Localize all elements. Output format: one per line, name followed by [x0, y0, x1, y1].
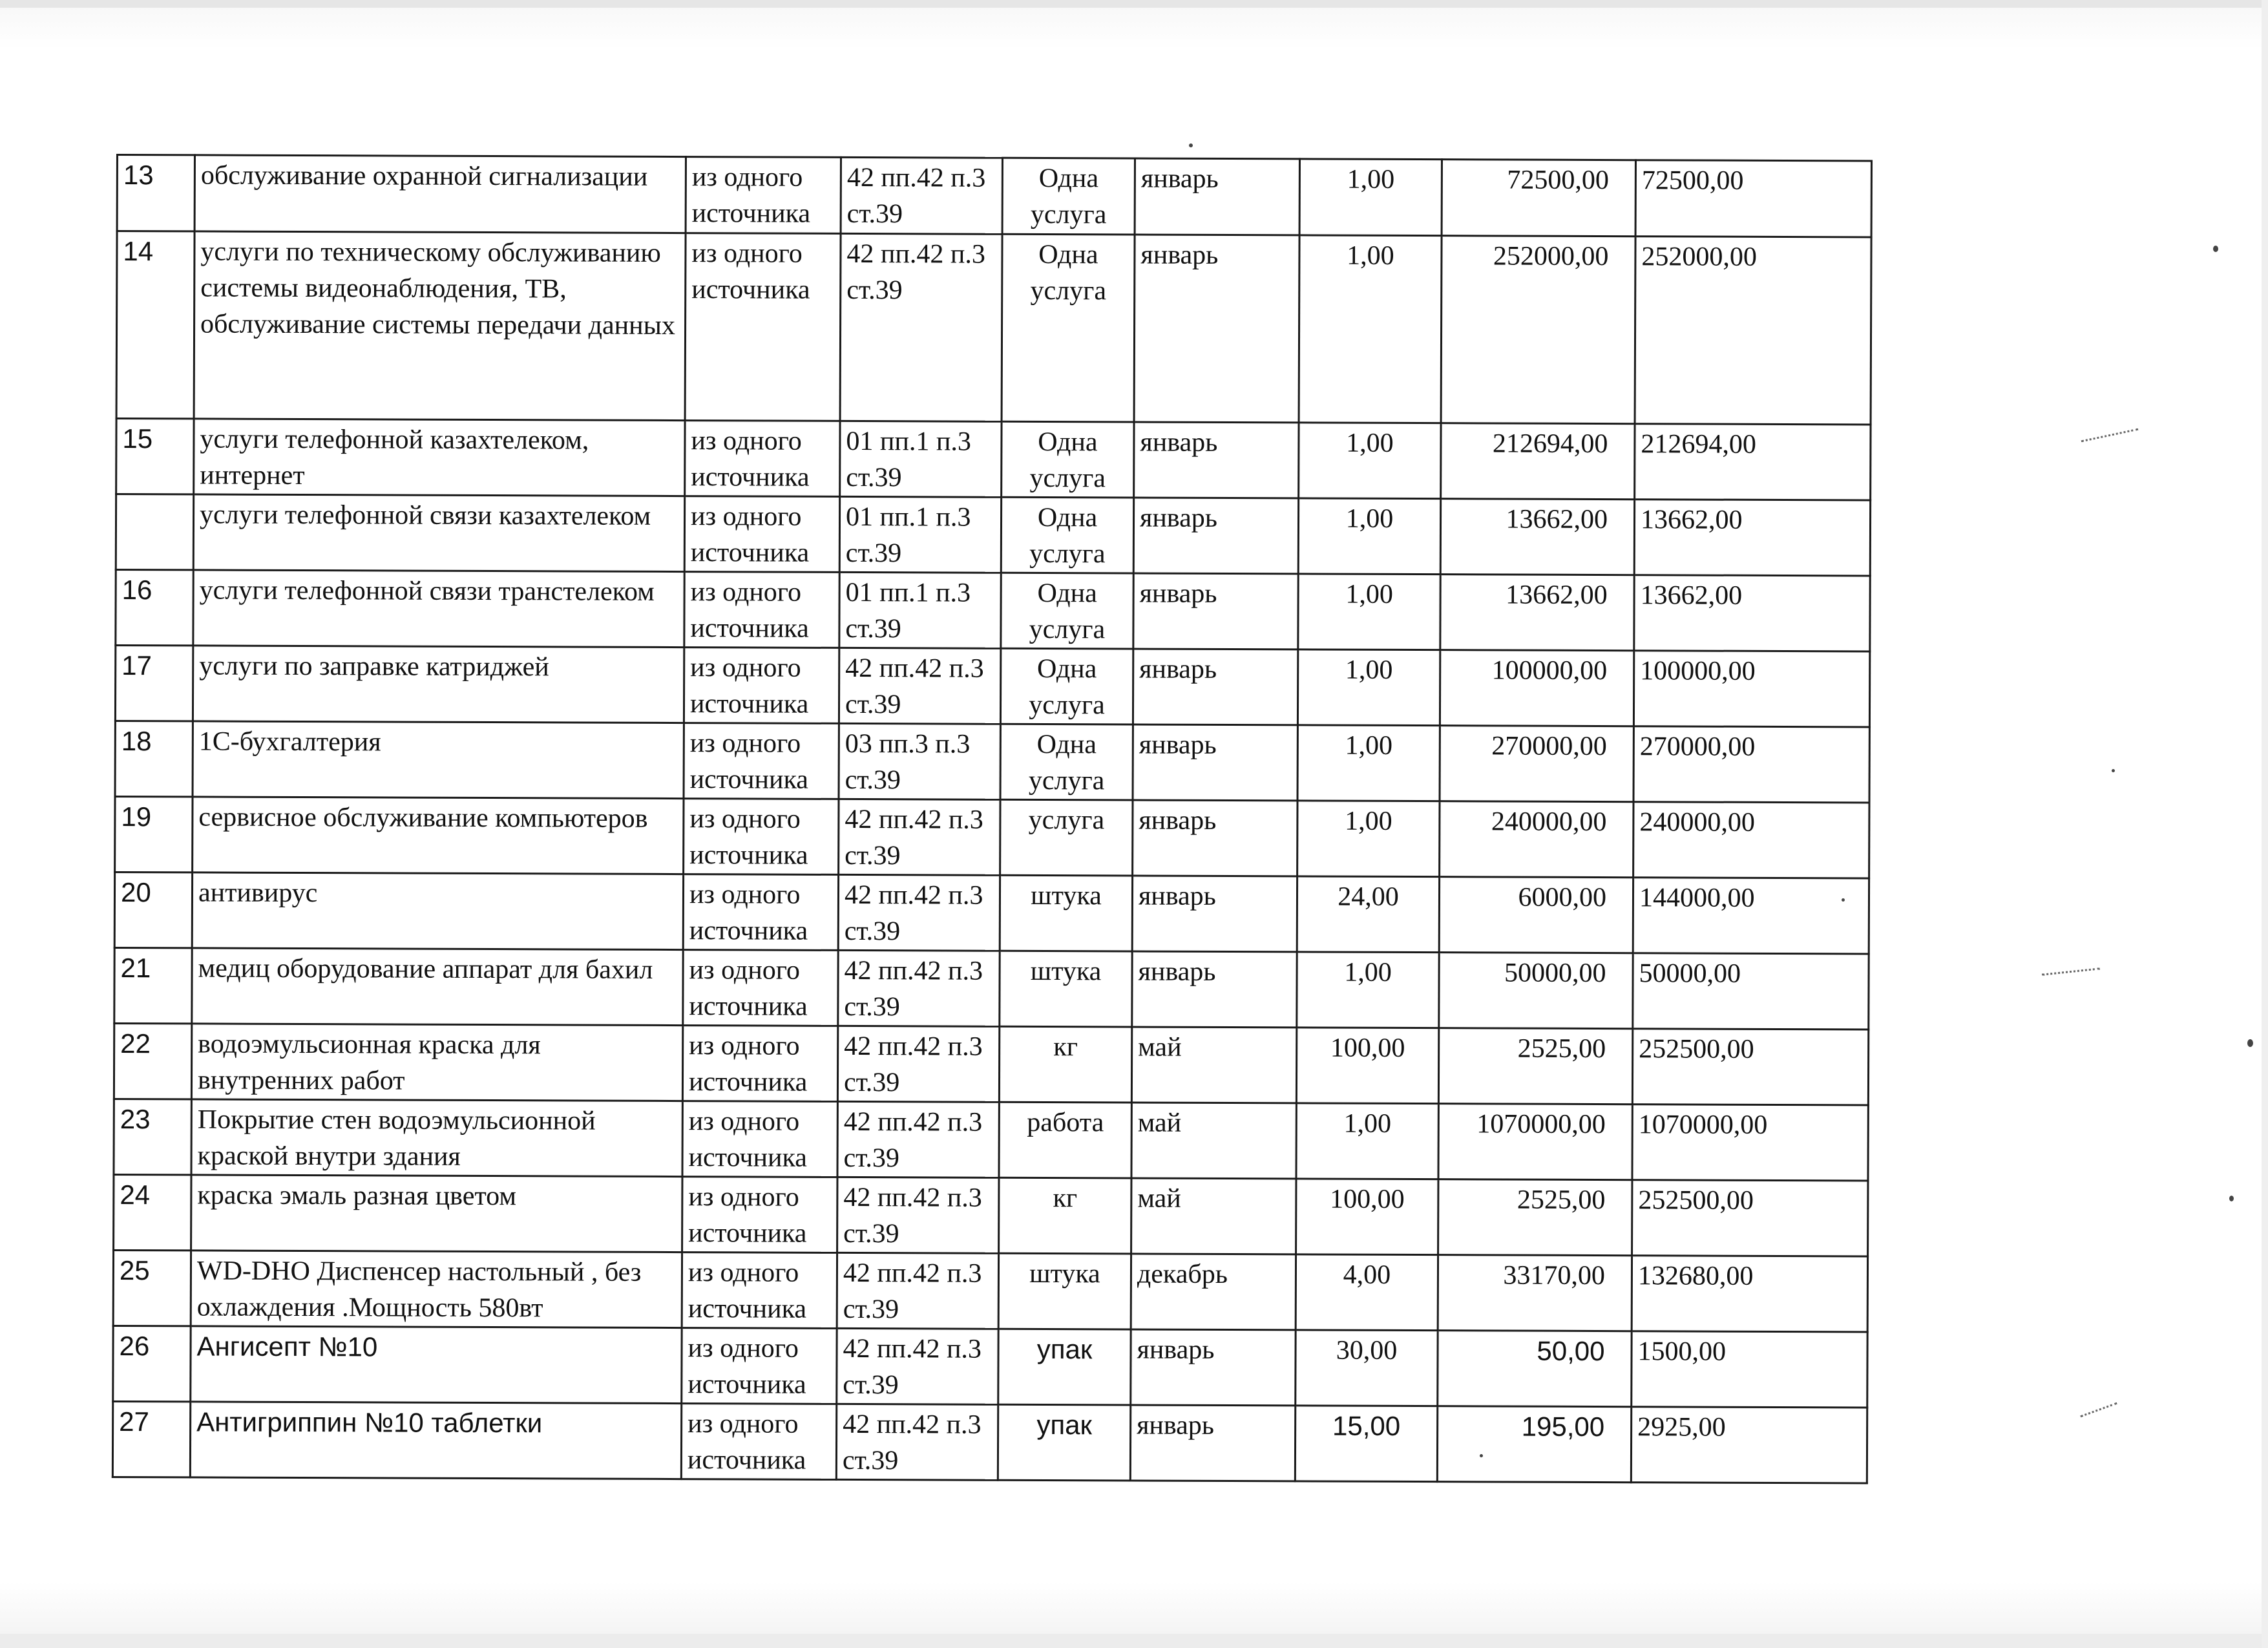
- month: январь: [1133, 724, 1297, 801]
- procurement-method: из одного источника: [684, 572, 839, 648]
- item-name: краска эмаль разная цветом: [191, 1175, 682, 1252]
- row-number: 25: [113, 1250, 191, 1326]
- procurement-method: из одного источника: [683, 874, 838, 951]
- legal-article: 42 пп.42 п.3 ст.39: [837, 1177, 999, 1253]
- row-number: 23: [114, 1099, 191, 1174]
- procurement-method: из одного источника: [682, 1177, 837, 1253]
- item-name: услуги телефонной казахтелеком, интернет: [194, 419, 685, 496]
- unit-price: 195,00: [1437, 1406, 1631, 1483]
- total-sum: 212694,00: [1635, 424, 1871, 500]
- table-row: [114, 947, 1869, 1029]
- quantity: 1,00: [1298, 498, 1440, 575]
- item-name: сервисное обслуживание компьютеров: [193, 797, 684, 874]
- table-row: [115, 721, 1869, 802]
- unit-price: 33170,00: [1438, 1255, 1632, 1331]
- legal-article: 42 пп.42 п.3 ст.39: [837, 1252, 998, 1329]
- unit-price: 13662,00: [1440, 499, 1634, 575]
- procurement-method: из одного источника: [682, 1026, 837, 1102]
- legal-article: 01 пп.1 п.3 ст.39: [840, 421, 1002, 497]
- unit: работа: [999, 1102, 1131, 1178]
- item-name: услуги по заправке катриджей: [193, 646, 684, 723]
- legal-article: 42 пп.42 п.3 ст.39: [836, 1404, 998, 1480]
- total-sum: 100000,00: [1633, 651, 1869, 727]
- unit: кг: [999, 1178, 1131, 1254]
- quantity: 24,00: [1297, 876, 1439, 953]
- total-sum: 240000,00: [1633, 802, 1869, 878]
- procurement-method: из одного источника: [681, 1404, 836, 1480]
- month: январь: [1135, 158, 1299, 235]
- item-name: Ангисепт №10: [191, 1326, 682, 1404]
- procurement-method: из одного источника: [686, 157, 841, 234]
- quantity: 1,00: [1297, 801, 1440, 877]
- table-row: [116, 494, 1870, 576]
- item-name: 1С-бухгалтерия: [193, 721, 684, 799]
- total-sum: 72500,00: [1635, 160, 1871, 237]
- unit-price: 100000,00: [1440, 650, 1633, 726]
- quantity: 100,00: [1296, 1028, 1438, 1104]
- procurement-method: из одного источника: [684, 799, 839, 875]
- unit-price: 13662,00: [1440, 575, 1634, 651]
- legal-article: 01 пп.1 п.3 ст.39: [839, 496, 1001, 573]
- month: январь: [1134, 235, 1299, 423]
- table-row: [112, 1401, 1867, 1483]
- scan-speck: [2229, 1196, 2234, 1201]
- item-name: медиц оборудование аппарат для бахил: [192, 948, 683, 1026]
- item-name: обслуживание охранной сигнализации: [194, 155, 686, 233]
- row-number: 16: [116, 570, 193, 646]
- row-number: 27: [112, 1401, 190, 1477]
- row-number: 18: [115, 721, 193, 796]
- legal-article: 42 пп.42 п.3 ст.39: [837, 1026, 999, 1102]
- unit-price: 240000,00: [1440, 801, 1633, 878]
- quantity: 1,00: [1298, 574, 1440, 650]
- unit-price: 6000,00: [1439, 877, 1633, 953]
- legal-article: 42 пп.42 п.3 ст.39: [839, 799, 1000, 875]
- row-number: 21: [114, 947, 192, 1023]
- month: январь: [1133, 649, 1297, 725]
- scan-edge-right: [2262, 0, 2268, 1648]
- table-row: [114, 1023, 1868, 1104]
- procurement-method: из одного источника: [682, 1328, 837, 1404]
- unit-price: 50,00: [1438, 1331, 1632, 1407]
- unit-price: 2525,00: [1438, 1179, 1632, 1256]
- table-row: [116, 570, 1870, 651]
- item-name: услуги телефонной связи казахтелеком: [193, 494, 684, 572]
- unit: кг: [999, 1026, 1131, 1103]
- table-row: [113, 1250, 1867, 1331]
- unit-price: 50000,00: [1439, 953, 1633, 1029]
- table-row: [117, 155, 1871, 237]
- unit: Одна услуга: [1001, 573, 1133, 649]
- legal-article: 42 пп.42 п.3 ст.39: [841, 157, 1002, 234]
- procurement-method: из одного источника: [684, 496, 839, 573]
- unit: Одна услуга: [1002, 158, 1135, 235]
- total-sum: 252500,00: [1632, 1180, 1868, 1256]
- item-name: услуги по техническому обслуживанию системы видеонаблюдения, ТВ, обслуживание системы передачи данных: [194, 231, 686, 421]
- item-name: услуги телефонной связи транстелеком: [193, 570, 684, 648]
- row-number: 15: [116, 419, 194, 494]
- row-number: [116, 494, 193, 570]
- month: январь: [1132, 951, 1297, 1028]
- legal-article: 42 пп.42 п.3 ст.39: [840, 233, 1002, 421]
- scan-speck: [2112, 769, 2115, 772]
- quantity: 1,00: [1299, 235, 1442, 423]
- quantity: 1,00: [1297, 725, 1440, 801]
- table-row: [113, 1326, 1867, 1407]
- unit: Одна услуга: [1002, 421, 1134, 498]
- table-row: [116, 231, 1871, 425]
- unit: штука: [1000, 951, 1132, 1027]
- table-row: [115, 796, 1869, 878]
- unit-price: 1070000,00: [1438, 1104, 1632, 1180]
- unit: упак: [998, 1404, 1130, 1481]
- legal-article: 42 пп.42 п.3 ст.39: [839, 648, 1000, 724]
- month: май: [1131, 1027, 1296, 1103]
- quantity: 1,00: [1299, 159, 1442, 236]
- unit: Одна услуга: [1000, 724, 1133, 800]
- unit: услуга: [1000, 799, 1133, 876]
- unit-price: 252000,00: [1441, 236, 1635, 424]
- month: май: [1131, 1103, 1296, 1179]
- total-sum: 270000,00: [1633, 726, 1869, 803]
- month: январь: [1134, 422, 1299, 498]
- total-sum: 132680,00: [1632, 1256, 1867, 1332]
- month: май: [1131, 1178, 1296, 1254]
- total-sum: 2925,00: [1631, 1407, 1867, 1483]
- table-row: [114, 1099, 1868, 1180]
- total-sum: 13662,00: [1634, 500, 1870, 576]
- item-name: водоэмульсионная краска для внутренних работ: [191, 1024, 682, 1101]
- quantity: 30,00: [1296, 1330, 1438, 1406]
- procurement-method: из одного источника: [685, 233, 841, 421]
- quantity: 4,00: [1296, 1254, 1438, 1331]
- procurement-method: из одного источника: [685, 421, 840, 497]
- table-row: [115, 646, 1869, 727]
- row-number: 22: [114, 1023, 191, 1099]
- row-number: 24: [114, 1174, 191, 1250]
- row-number: 17: [115, 646, 193, 721]
- item-name: антивирус: [192, 872, 683, 950]
- legal-article: 42 пп.42 п.3 ст.39: [837, 1101, 999, 1178]
- scan-edge-bottom: [0, 1634, 2268, 1648]
- month: декабрь: [1131, 1254, 1296, 1330]
- scan-edge-top: [0, 0, 2268, 8]
- unit: штука: [1000, 875, 1132, 951]
- unit: штука: [998, 1253, 1131, 1329]
- item-name: Покрытие стен водоэмульсионной краской внутри здания: [191, 1099, 682, 1177]
- table-row: [114, 1174, 1868, 1256]
- row-number: 26: [113, 1326, 191, 1401]
- procurement-method: из одного источника: [683, 950, 838, 1026]
- unit-price: 72500,00: [1442, 160, 1635, 237]
- month: январь: [1132, 876, 1297, 952]
- quantity: 100,00: [1296, 1179, 1438, 1255]
- scan-speck: [2213, 246, 2218, 252]
- row-number: 13: [117, 155, 194, 231]
- table-row: [116, 419, 1871, 500]
- procurement-method: из одного источника: [684, 648, 839, 724]
- month: январь: [1131, 1329, 1296, 1406]
- procurement-method: из одного источника: [684, 723, 839, 799]
- total-sum: 1500,00: [1632, 1331, 1867, 1408]
- unit: Одна услуга: [1000, 648, 1133, 724]
- legal-article: 42 пп.42 п.3 ст.39: [838, 950, 1000, 1026]
- quantity: 1,00: [1296, 1103, 1438, 1179]
- legal-article: 42 пп.42 п.3 ст.39: [838, 874, 1000, 951]
- total-sum: 1070000,00: [1632, 1104, 1868, 1181]
- legal-article: 42 пп.42 п.3 ст.39: [837, 1328, 998, 1404]
- legal-article: 03 пп.3 п.3 ст.39: [839, 723, 1000, 799]
- quantity: 1,00: [1297, 952, 1439, 1028]
- quantity: 15,00: [1295, 1406, 1437, 1482]
- total-sum: 144000,00: [1633, 878, 1869, 954]
- total-sum: 252000,00: [1635, 237, 1871, 425]
- unit: Одна услуга: [1002, 234, 1135, 422]
- row-number: 14: [116, 231, 194, 419]
- row-number: 19: [115, 796, 193, 872]
- quantity: 1,00: [1299, 423, 1441, 499]
- total-sum: 50000,00: [1633, 953, 1869, 1030]
- total-sum: 252500,00: [1632, 1029, 1868, 1105]
- unit-price: 2525,00: [1438, 1028, 1632, 1104]
- procurement-table: [112, 154, 1873, 1484]
- unit-price: 270000,00: [1440, 726, 1633, 802]
- legal-article: 01 пп.1 п.3 ст.39: [839, 572, 1001, 648]
- procurement-method: из одного источника: [682, 1252, 837, 1329]
- row-number: 20: [114, 872, 192, 947]
- unit: упак: [998, 1329, 1131, 1405]
- item-name: Антигриппин №10 таблетки: [190, 1402, 681, 1479]
- month: январь: [1130, 1405, 1295, 1481]
- procurement-method: из одного источника: [682, 1101, 837, 1178]
- scan-speck: [1189, 143, 1193, 147]
- unit-price: 212694,00: [1441, 423, 1635, 500]
- table-row: [114, 872, 1869, 953]
- scan-speck: [2247, 1039, 2253, 1047]
- quantity: 1,00: [1297, 650, 1440, 726]
- month: январь: [1133, 573, 1298, 650]
- month: январь: [1133, 800, 1297, 876]
- item-name: WD-DHO Диспенсер настольный , без охлаждения .Мощность 580вт: [191, 1251, 682, 1328]
- month: январь: [1133, 498, 1298, 574]
- unit: Одна услуга: [1001, 497, 1133, 573]
- total-sum: 13662,00: [1634, 575, 1870, 651]
